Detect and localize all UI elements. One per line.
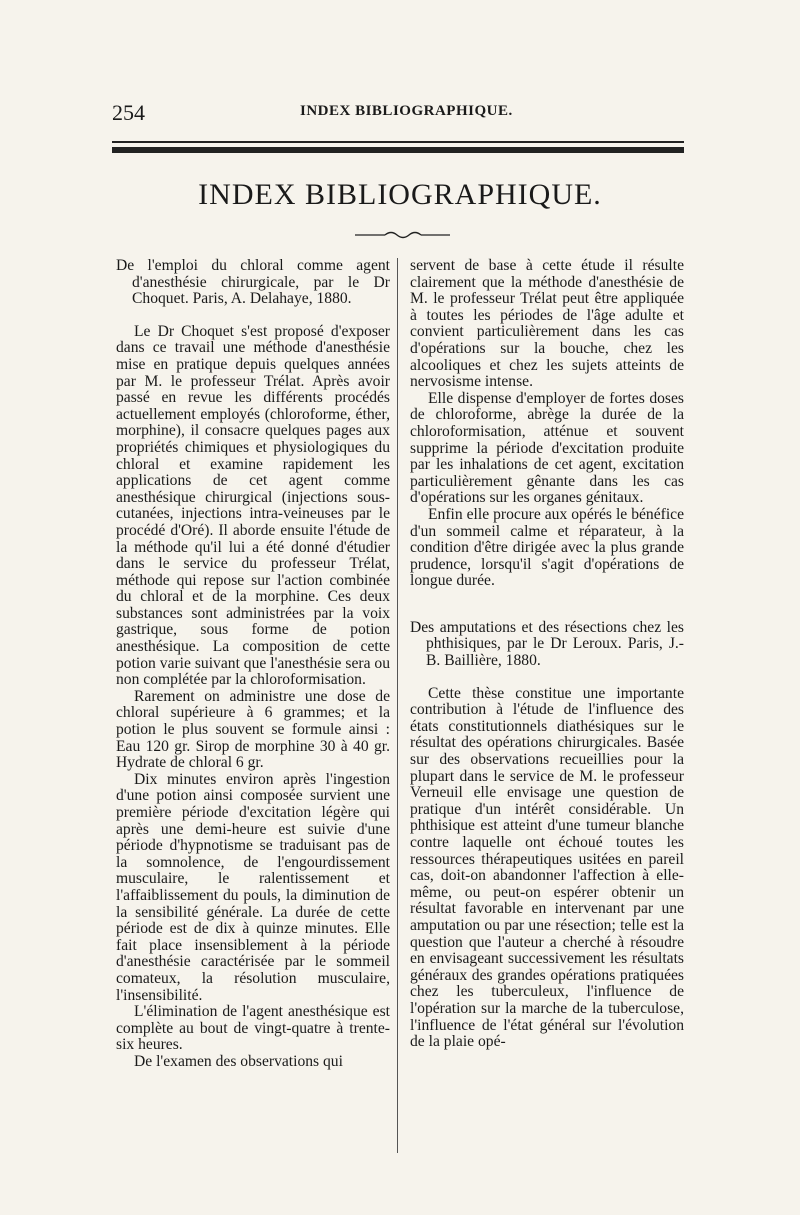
- column-divider: [397, 258, 398, 1153]
- entry1-continued-paragraph: Elle dispense d'employer de fortes doses de chloroforme, abrège la durée de la chloroformisation, atténue et souvent supprime la période d'excitation produite par les inhalations de cet agent, excitation particulièrement gênante dans les cas d'opérations sur les organes génitaux.: [410, 389, 684, 507]
- entry1-paragraph: De l'examen des observations qui: [134, 1052, 343, 1070]
- entry2-heading: Des amputations et des résections chez les phthisiques, par le Dr Leroux. Paris, J.-B. Baillière, 1880.: [410, 618, 684, 670]
- page-title: INDEX BIBLIOGRAPHIQUE.: [198, 178, 602, 211]
- entry1-paragraph: Rarement on administre une dose de chloral supérieure à 6 grammes; et la potion le plus souvent se formule ainsi : Eau 120 gr. Sirop de morphine 30 à 40 gr. Hydrate de chloral 6 gr.: [116, 687, 390, 772]
- entry1-continued-paragraph: Enfin elle procure aux opérés le bénéfice d'un sommeil calme et réparateur, à la condition d'être dirigée avec la plus grande prudence, lorsqu'il s'agit d'opérations de longue durée.: [410, 505, 684, 590]
- running-head: INDEX BIBLIOGRAPHIQUE.: [300, 103, 513, 119]
- entry1-continued-paragraph: servent de base à cette étude il résulte clairement que la méthode d'anesthésie de M. le professeur Trélat peut être appliquée à toutes les périodes de l'âge adulte et convient particulièrement dans les cas d'opérations sur la bouche, chez les alcooliques et chez les sujets atteints de nervosisme intense.: [410, 257, 684, 391]
- page-number: 254: [112, 100, 145, 125]
- entry2-paragraph: Cette thèse constitue une importante contribution à l'étude de l'influence des états constitutionnels diathésiques sur le résultat des opérations chirurgicales. Basée sur des observations recueillies pour la plupart dans le service de M. le professeur Verneuil elle envisage une question de pratique d'un intérêt considérable. Un phthisique est atteint d'une tumeur blanche contre laquelle ont échoué toutes les ressources thérapeutiques usitées en pareil cas, doit-on abandonner l'affection à elle-même, ou peut-on espérer obtenir un résultat favorable en intervenant par une amputation ou par une résection; telle est la question que l'auteur a cherché à résoudre en envisageant successivement les résultats généraux des grandes opérations pratiquées chez les tuberculeux, l'influence de l'opération sur la marche de la tuberculose, l'influence de l'état général sur l'évolution de la plaie opé-: [410, 684, 684, 1051]
- entry1-heading: De l'emploi du chloral comme agent d'anesthésie chirurgicale, par le Dr Choquet. Paris, A. Delahaye, 1880.: [116, 257, 390, 308]
- right-column: [410, 258, 684, 1051]
- entry1-paragraph: L'élimination de l'agent anesthésique est complète au bout de vingt-quatre à trente-six heures.: [116, 1003, 390, 1054]
- header-rule-thick: [112, 147, 684, 153]
- header-rule-thin: [112, 141, 684, 143]
- entry1-paragraph: Le Dr Choquet s'est proposé d'exposer dans ce travail une méthode d'anesthésie mise en pratique depuis quelques années par M. le professeur Trélat. Après avoir passé en revue les différents procédés actuellement employés (chloroforme, éther, morphine), il consacre quelques pages aux propriétés chimiques et physiologiques du chloral et examine rapidement les applications de cet agent comme anesthésique chirurgical (injections sous-cutanées, injections intra-veineuses par le procédé d'Oré). Il aborde ensuite l'étude de la méthode qu'il lui a été donné d'étudier dans le service du professeur Trélat, méthode qui repose sur l'action combinée du chloral et de la morphine. Ces deux substances sont administrées par la voix gastrique, sous forme de potion anesthésique. La composition de cette potion varie suivant que l'anesthésie sera ou non complétée par la chloroformisation.: [116, 322, 390, 689]
- left-column: [116, 258, 390, 1071]
- entry1-paragraph: Dix minutes environ après l'ingestion d'une potion ainsi composée survient une première période d'excitation légère qui après une demi-heure est suivie d'une période d'hypnotisme se traduisant pas de la somnolence, de l'engourdissement musculaire, le ralentissement et l'affaiblissement du pouls, la diminution de la sensibilité générale. La durée de cette période est de dix à quinze minutes. Elle fait place insensiblement à la période d'anesthésie caractérisée par le sommeil comateux, la résolution musculaire, l'insensibilité.: [116, 770, 390, 1004]
- ornament-divider: [355, 230, 450, 240]
